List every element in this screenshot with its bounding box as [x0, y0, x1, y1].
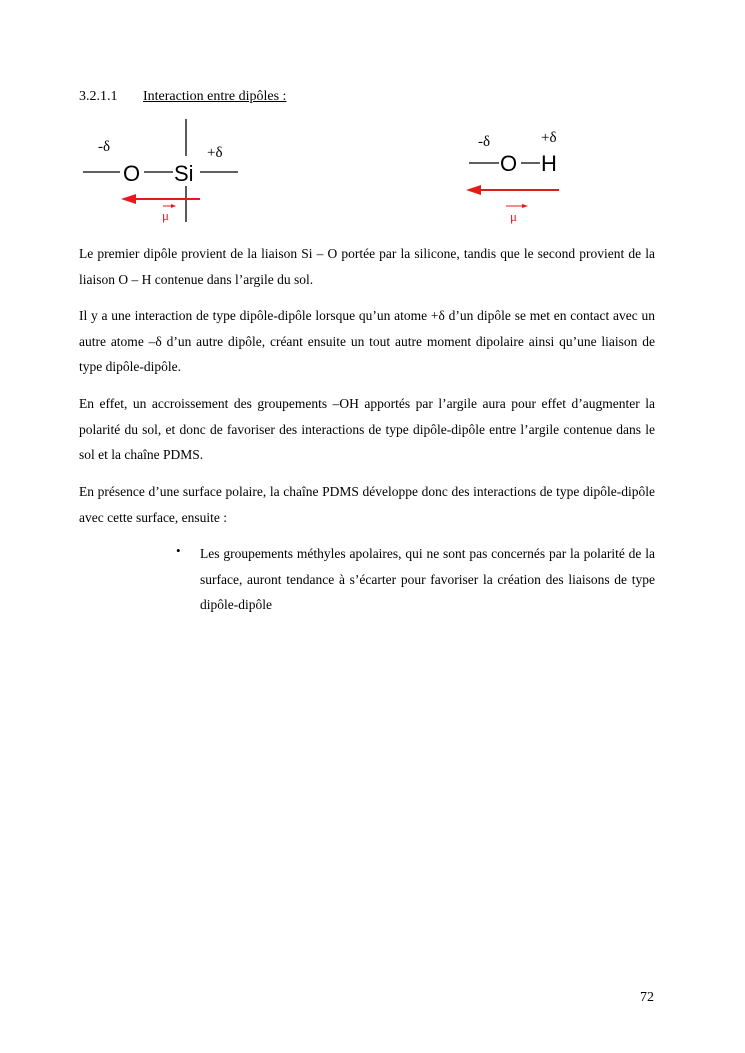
paragraph-2: Il y a une interaction de type dipôle-dipôle lorsque qu’un atome +δ d’un dipôle se met en contact avec un autre atome –δ d’un autre dipôle, créant ensuite un tout autre moment dipolaire ainsi qu’une liaison de type dipôle-dipôle. — [79, 308, 655, 374]
page-number: 72 — [640, 990, 654, 1005]
o-h-plus-delta: +δ — [541, 130, 557, 146]
mu-label-left: μ — [162, 208, 169, 223]
bullet-marker: • — [176, 543, 181, 558]
atom-h: H — [541, 151, 557, 176]
mu-label-right: μ — [510, 209, 517, 224]
si-o-plus-delta: +δ — [207, 145, 223, 161]
dipole-diagrams — [0, 0, 745, 240]
atom-si: Si — [174, 161, 194, 186]
mu-arrow-left-head — [171, 204, 176, 208]
paragraph-1: Le premier dipôle provient de la liaison Si – O portée par la silicone, tandis que le second provient de la liaison O – H contenue dans l’argile du sol. — [79, 246, 655, 287]
atom-o-right: O — [500, 151, 518, 176]
paragraph-4: En présence d’une surface polaire, la chaîne PDMS développe donc des interactions de type dipôle-dipôle avec cette surface, ensuite : — [79, 484, 655, 525]
section-number: 3.2.1.1 — [79, 89, 118, 104]
o-h-dipole-diagram — [466, 130, 559, 224]
dipole-arrow-left-head — [121, 194, 136, 204]
o-h-minus-delta: -δ — [478, 134, 491, 150]
mu-arrow-right-head — [522, 204, 528, 208]
bullet-item-1: Les groupements méthyles apolaires, qui ne sont pas concernés par la polarité de la surface, auront tendance à s’écarter pour favoriser la création des liaisons de type dipôle-dipôle — [200, 546, 655, 612]
dipole-arrow-right-head — [466, 185, 481, 195]
si-o-minus-delta: -δ — [98, 139, 111, 155]
paragraph-3: En effet, un accroissement des groupements –OH apportés par l’argile aura pour effet d’augmenter la polarité du sol, et donc de favoriser des interactions de type dipôle-dipôle entre l’argile contenue dans le sol et la chaîne PDMS. — [79, 396, 655, 462]
section-title: Interaction entre dipôles : — [143, 89, 287, 104]
atom-o-left: O — [123, 161, 141, 186]
si-o-dipole-diagram — [83, 119, 238, 223]
